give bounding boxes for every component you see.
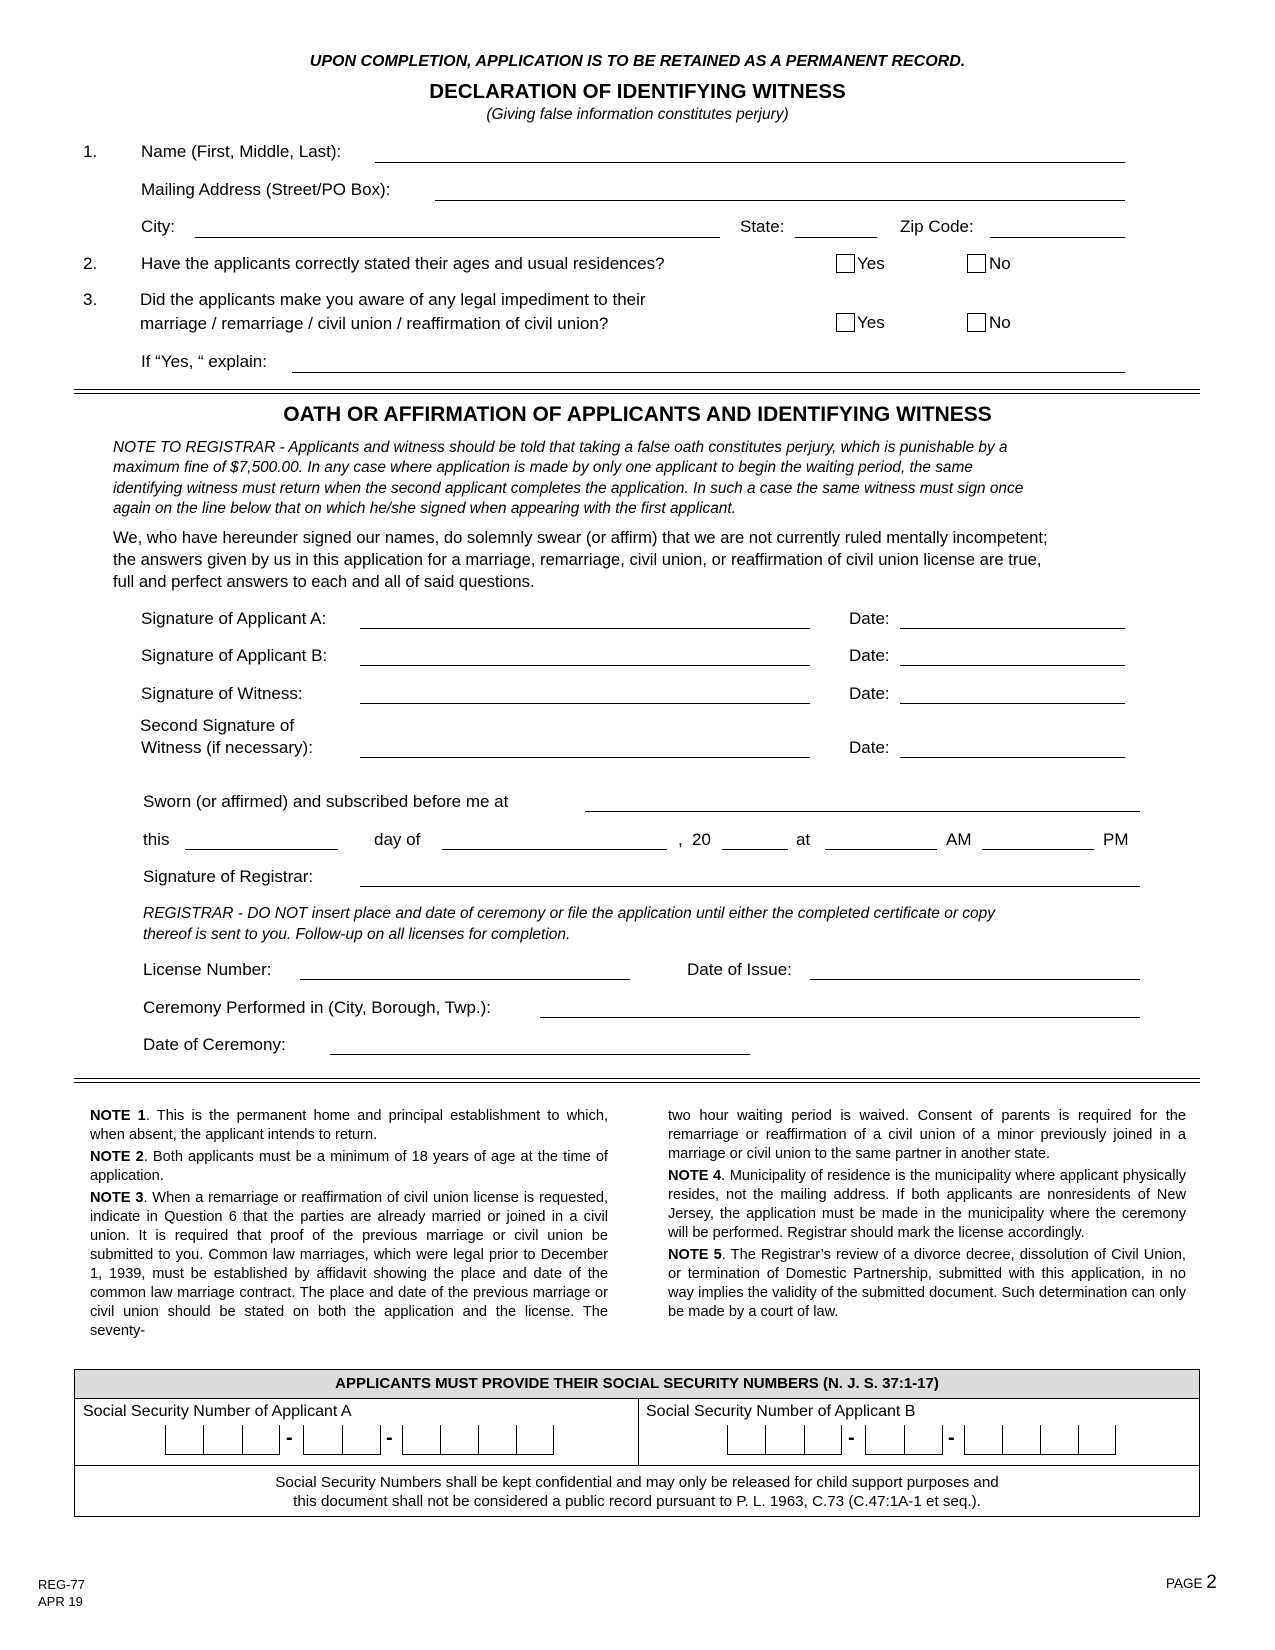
ssn-table [74, 1369, 1200, 1517]
note-3-title: NOTE 3 [90, 1190, 144, 1206]
registrar-signature-field[interactable] [360, 886, 1140, 887]
q2-yes-label: Yes [857, 254, 885, 273]
ceremony-place-field[interactable] [540, 1017, 1140, 1018]
day-of-label: day of [374, 830, 421, 849]
date-label: Date: [849, 684, 890, 703]
note-4-title: NOTE 4 [668, 1168, 722, 1184]
form-id: REG-77 [38, 1577, 85, 1592]
note-3-continued: two hour waiting period is waived. Consent of parents is required for the remarriage or reaffirmation of a civil union of a minor previously joined in a marriage or civil union to the same partner in another state. [668, 1108, 1186, 1162]
second-signature-label-line-2: Witness (if necessary): [141, 738, 313, 757]
sworn-label: Sworn (or affirmed) and subscribed before me at [143, 792, 509, 811]
page-subtitle: (Giving false information constitutes perjury) [486, 106, 789, 123]
registrar-note [113, 438, 1165, 519]
note-2-title: NOTE 2 [90, 1149, 144, 1165]
question-number-1: 1. [83, 142, 98, 161]
form-revision-date: APR 19 [38, 1594, 83, 1609]
q3-no-checkbox[interactable] [967, 313, 986, 332]
comma-separator: , [678, 830, 683, 849]
state-field[interactable] [795, 237, 877, 238]
note-4-text: . Municipality of residence is the municipality where applicant physically resides, not the mailing address. If both applicants are nonresidents of New Jersey, the application must be made in the municipality where the ceremony will be performed. Registrar should mark the license accordingly. [668, 1168, 1186, 1241]
date-second-witness-field[interactable] [900, 757, 1125, 758]
ssn-a-part-2[interactable] [303, 1425, 381, 1455]
at-label: at [796, 830, 811, 849]
date-label: Date: [849, 738, 890, 757]
note-3-text: . When a remarriage or reaffirmation of civil union license is requested, indicate in Question 6 that the parties are already married or joined in a civil union. It is required that proof of the previous marriage or civil union be submitted to you. Common law marriages, which were legal prior to December 1, 1939, must be established by affidavit showing the place and date of the common law marriage contract. The place and date of the previous marriage or civil union should be stated on both the application and the license. The seventy- [90, 1190, 608, 1339]
license-number-label: License Number: [143, 960, 272, 979]
pm-time-field[interactable] [982, 849, 1094, 850]
date-applicant-a-field[interactable] [900, 628, 1125, 629]
oath-statement-line: the answers given by us in this application for a marriage, remarriage, civil union, or reaffirmation of civil union license are true, [113, 550, 1042, 569]
question-number-2: 2. [83, 254, 98, 273]
ssn-digit-separator [904, 1425, 905, 1454]
year-prefix: 20 [692, 830, 711, 849]
section-divider [74, 389, 1200, 394]
am-time-field[interactable] [825, 849, 937, 850]
ssn-row-divider [75, 1465, 1199, 1466]
second-signature-witness-field[interactable] [360, 757, 810, 758]
q3-yes-checkbox[interactable] [836, 313, 855, 332]
note-3 [90, 1189, 608, 1341]
note-2 [90, 1148, 608, 1186]
ssn-applicant-a-label: Social Security Number of Applicant A [83, 1403, 352, 1420]
note-5 [668, 1246, 1186, 1322]
zip-code-field[interactable] [990, 237, 1125, 238]
second-signature-label-line-1: Second Signature of [140, 716, 295, 735]
registrar-note-line: again on the line below that on which he/she signed when appearing with the first applicant. [113, 499, 736, 517]
registrar-warning [143, 903, 995, 945]
city-label: City: [141, 217, 175, 236]
oath-title: OATH OR AFFIRMATION OF APPLICANTS AND IDENTIFYING WITNESS [283, 403, 992, 426]
ssn-dash: - [948, 1427, 955, 1449]
date-of-issue-label: Date of Issue: [687, 960, 792, 979]
ssn-digit-separator [1040, 1425, 1041, 1454]
day-field[interactable] [185, 849, 338, 850]
ssn-digit-separator [478, 1425, 479, 1454]
question-3-line-2: marriage / remarriage / civil union / reaffirmation of civil union? [140, 314, 609, 333]
ssn-confidentiality-line: this document shall not be considered a public record pursuant to P. L. 1963, C.73 (C.47:1A-1 et seq.). [293, 1493, 981, 1510]
note-5-text: . The Registrar’s review of a divorce decree, dissolution of Civil Union, or termination of Domestic Partnership, submitted with this application, in no way implies the validity of the submitted document. Such determination can only be made by a court of law. [668, 1247, 1186, 1320]
registrar-warning-line: REGISTRAR - DO NOT insert place and date of ceremony or file the application until either the completed certificate or copy [143, 905, 996, 922]
date-label: Date: [849, 609, 890, 628]
ssn-column-divider [638, 1398, 639, 1465]
registrar-note-line: NOTE TO REGISTRAR - Applicants and witness should be told that taking a false oath constitutes perjury, which is punishable by a [113, 439, 1008, 456]
ceremony-date-label: Date of Ceremony: [143, 1035, 286, 1054]
ssn-b-part-3[interactable] [964, 1425, 1116, 1455]
state-label: State: [740, 217, 785, 236]
question-2-text: Have the applicants correctly stated their ages and usual residences? [141, 254, 665, 273]
q3-no-label: No [989, 313, 1011, 332]
ssn-b-part-1[interactable] [727, 1425, 842, 1455]
q3-yes-label: Yes [857, 313, 885, 332]
ssn-dash: - [386, 1427, 393, 1449]
name-field[interactable] [375, 162, 1125, 163]
section-divider [74, 1078, 1200, 1083]
page-label: PAGE [1166, 1576, 1203, 1591]
name-label: Name (First, Middle, Last): [141, 142, 342, 161]
ssn-a-part-3[interactable] [402, 1425, 554, 1455]
month-field[interactable] [442, 849, 667, 850]
sworn-location-field[interactable] [585, 811, 1140, 812]
ssn-digit-separator [203, 1425, 204, 1454]
signature-witness-label: Signature of Witness: [141, 684, 303, 703]
registrar-note-line: maximum fine of $7,500.00. In any case where application is made by only one applicant to begin the waiting period, the same [113, 459, 973, 477]
note-5-title: NOTE 5 [668, 1247, 722, 1263]
year-field[interactable] [722, 849, 788, 850]
city-field[interactable] [195, 237, 720, 238]
note-1-text: . This is the permanent home and principal establishment to which, when absent, the applicant intends to return. [90, 1108, 608, 1143]
explain-label: If “Yes, “ explain: [141, 352, 267, 371]
page-number: 2 [1206, 1572, 1217, 1593]
oath-statement [113, 527, 1173, 593]
ssn-confidentiality-line: Social Security Numbers shall be kept confidential and may only be released for child support purposes and [275, 1474, 999, 1491]
ssn-dash: - [286, 1427, 293, 1449]
ssn-digit-separator [765, 1425, 766, 1454]
ssn-digit-separator [342, 1425, 343, 1454]
ssn-digit-separator [804, 1425, 805, 1454]
ceremony-date-field[interactable] [330, 1054, 750, 1055]
registrar-warning-line: thereof is sent to you. Follow-up on all licenses for completion. [143, 926, 571, 943]
ssn-digit-separator [1002, 1425, 1003, 1454]
q2-no-checkbox[interactable] [967, 254, 986, 273]
oath-statement-line: We, who have hereunder signed our names, do solemnly swear (or affirm) that we are not currently ruled mentally incompetent; [113, 528, 1048, 547]
date-applicant-b-field[interactable] [900, 665, 1125, 666]
signature-applicant-b-field[interactable] [360, 665, 810, 666]
retain-notice: UPON COMPLETION, APPLICATION IS TO BE RETAINED AS A PERMANENT RECORD. [309, 53, 966, 70]
this-label: this [143, 830, 170, 849]
ssn-a-part-1[interactable] [165, 1425, 280, 1455]
oath-statement-line: full and perfect answers to each and all of said questions. [113, 572, 535, 591]
q2-no-label: No [989, 254, 1011, 273]
ssn-digit-separator [1078, 1425, 1079, 1454]
mailing-address-field[interactable] [435, 200, 1125, 201]
signature-applicant-a-field[interactable] [360, 628, 810, 629]
page-title: DECLARATION OF IDENTIFYING WITNESS [429, 80, 846, 103]
ssn-header: APPLICANTS MUST PROVIDE THEIR SOCIAL SECURITY NUMBERS (N. J. S. 37:1-17) [75, 1370, 1199, 1399]
note-4 [668, 1167, 1186, 1243]
explain-field[interactable] [292, 372, 1125, 373]
date-witness-field[interactable] [900, 703, 1125, 704]
ssn-applicant-b-label: Social Security Number of Applicant B [646, 1403, 916, 1420]
zip-code-label: Zip Code: [900, 217, 974, 236]
ssn-digit-separator [516, 1425, 517, 1454]
am-label: AM [946, 830, 972, 849]
date-of-issue-field[interactable] [810, 979, 1140, 980]
mailing-address-label: Mailing Address (Street/PO Box): [141, 180, 391, 199]
page-indicator [1166, 1572, 1217, 1594]
ssn-dash: - [848, 1427, 855, 1449]
note-1-title: NOTE 1 [90, 1108, 146, 1124]
ssn-confidentiality-notice [75, 1473, 1199, 1511]
signature-witness-field[interactable] [360, 703, 810, 704]
note-2-text: . Both applicants must be a minimum of 18 years of age at the time of application. [90, 1149, 608, 1184]
ssn-digit-separator [242, 1425, 243, 1454]
ssn-digit-separator [440, 1425, 441, 1454]
question-number-3: 3. [83, 290, 98, 309]
date-label: Date: [849, 646, 890, 665]
signature-applicant-a-label: Signature of Applicant A: [141, 609, 327, 628]
pm-label: PM [1103, 830, 1129, 849]
form-identifier [38, 1576, 85, 1610]
license-number-field[interactable] [300, 979, 630, 980]
registrar-note-line: identifying witness must return when the second applicant completes the application. In such a case the same witness must sign once [113, 479, 1024, 497]
note-1 [90, 1107, 608, 1145]
q2-yes-checkbox[interactable] [836, 254, 855, 273]
notes-right-column [668, 1107, 1186, 1325]
ssn-b-part-2[interactable] [865, 1425, 943, 1455]
ceremony-place-label: Ceremony Performed in (City, Borough, Twp.): [143, 998, 492, 1017]
registrar-signature-label: Signature of Registrar: [143, 867, 314, 886]
signature-applicant-b-label: Signature of Applicant B: [141, 646, 328, 665]
question-3-line-1: Did the applicants make you aware of any legal impediment to their [140, 290, 646, 309]
notes-left-column [90, 1107, 608, 1344]
